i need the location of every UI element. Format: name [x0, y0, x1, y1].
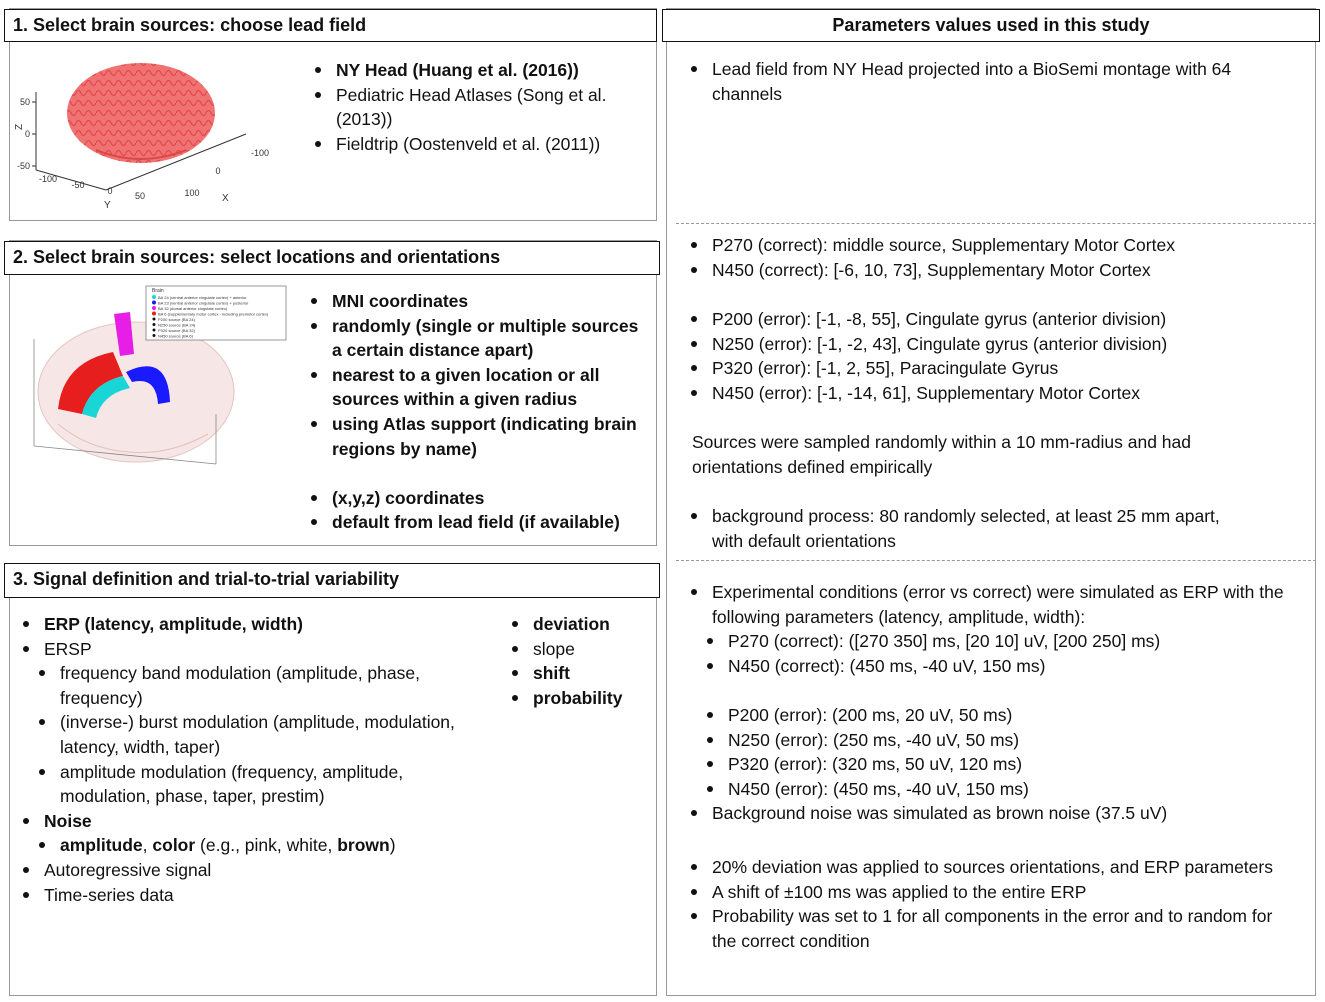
param-background-process: background process: 80 randomly selected, at least 25 mm apart, with default orientations	[686, 504, 1226, 553]
param-p200-error-source: P200 (error): [-1, -8, 55], Cingulate gyrus (anterior division)	[686, 307, 1306, 332]
legend-label-6: P320 source (BA 32)	[158, 328, 195, 333]
legend-title: Brain	[152, 288, 164, 294]
list-spacer	[306, 461, 651, 486]
separator-1	[676, 223, 1316, 224]
z-axis-label: Z	[14, 123, 25, 130]
legend-entry-1	[152, 301, 249, 306]
legend-label-4: P200 source (BA 24)	[158, 317, 195, 322]
brain-leadfield-plot	[16, 58, 286, 214]
leadfield-options-list	[310, 58, 640, 156]
location-option-mni: MNI coordinates	[306, 289, 651, 314]
param-n450-correct-source: N450 (correct): [-6, 10, 73], Supplementary Motor Cortex	[686, 258, 1296, 283]
x-tick-minus100: -100	[250, 148, 270, 158]
noise-examples: (e.g., pink, white,	[195, 835, 338, 856]
signal-erp: ERP (latency, amplitude, width)	[18, 612, 488, 637]
legend-entry-7	[153, 334, 194, 339]
noise-end: )	[389, 835, 396, 856]
legend-label-0: BA 24 (ventral anterior cingulate cortex) + anterior	[158, 295, 247, 300]
y-axis-label: Y	[104, 200, 111, 211]
param-p320-error-source: P320 (error): [-1, 2, 55], Paracingulate Gyrus	[686, 356, 1306, 381]
ersp-amplitude-modulation: amplitude modulation (frequency, amplitude, modulation, phase, taper, prestim)	[34, 760, 488, 809]
location-option-atlas: using Atlas support (indicating brain regions by name)	[306, 412, 651, 461]
params-leadfield-list	[686, 57, 1276, 106]
right-panel-box	[666, 8, 1316, 996]
param-n250-error-source: N250 (error): [-1, -2, 43], Cingulate gyrus (anterior division)	[686, 332, 1306, 357]
variability-list	[507, 612, 647, 710]
orientation-option-default: default from lead field (if available)	[306, 510, 651, 535]
panel3-header: 3. Signal definition and trial-to-trial variability	[4, 563, 660, 598]
param-background-noise: Background noise was simulated as brown noise (37.5 uV)	[686, 801, 1286, 826]
param-n450-error-erp: N450 (error): (450 ms, -40 uV, 150 ms)	[702, 777, 1286, 802]
y-tick-50: 50	[134, 191, 146, 201]
noise-brown: brown	[337, 835, 390, 856]
param-deviation: 20% deviation was applied to sources orientations, and ERP parameters	[686, 855, 1301, 880]
y-tick-minus50: -50	[71, 180, 85, 190]
variability-probability: probability	[507, 686, 647, 711]
param-shift: A shift of ±100 ms was applied to the entire ERP	[686, 880, 1301, 905]
signal-definition-list	[18, 612, 488, 907]
param-leadfield: Lead field from NY Head projected into a BioSemi montage with 64 channels	[686, 57, 1276, 106]
variability-shift: shift	[507, 661, 647, 686]
signal-autoregressive: Autoregressive signal	[18, 858, 488, 883]
legend-entry-2	[152, 306, 228, 311]
legend-label-7: N450 source (BA 6)	[158, 333, 193, 339]
panel1-header: 1. Select brain sources: choose lead field	[4, 9, 657, 42]
leadfield-option-pediatric: Pediatric Head Atlases (Song et al. (2013))	[310, 83, 640, 132]
z-tick-50: 50	[19, 97, 30, 107]
params-error-sources	[686, 307, 1306, 405]
legend-entry-3	[152, 312, 269, 317]
legend-label-5: N250 source (BA 24)	[158, 322, 196, 328]
leadfield-option-nyhead: NY Head (Huang et al. (2016))	[310, 58, 640, 83]
noise-sep: ,	[142, 835, 153, 856]
params-variability-list	[686, 855, 1301, 953]
param-experimental-conditions: Experimental conditions (error vs correct) were simulated as ERP with the following parameters (latency, amplitude, width):	[686, 580, 1286, 629]
location-options-list	[306, 289, 651, 535]
variability-deviation: deviation	[507, 612, 647, 637]
param-p270-correct-source: P270 (correct): middle source, Supplementary Motor Cortex	[686, 233, 1296, 258]
param-n450-error-source: N450 (error): [-1, -14, 61], Supplementary Motor Cortex	[686, 381, 1306, 406]
param-n450-correct-erp: N450 (correct): (450 ms, -40 uV, 150 ms)	[702, 654, 1286, 679]
legend-entry-6	[153, 328, 196, 333]
ersp-frequency-band: frequency band modulation (amplitude, phase, frequency)	[34, 661, 488, 710]
params-signal-list	[686, 580, 1286, 826]
param-p270-correct-erp: P270 (correct): ([270 350] ms, [20 10] uV, [200 250] ms)	[702, 629, 1286, 654]
source-locations-plot	[18, 284, 290, 474]
legend-entry-5	[153, 323, 196, 328]
legend-label-2: BA 32 (dorsal anterior cingulate cortex)	[158, 306, 228, 311]
location-option-random: randomly (single or multiple sources a certain distance apart)	[306, 314, 651, 363]
leadfield-option-fieldtrip: Fieldtrip (Oostenveld et al. (2011))	[310, 132, 640, 157]
x-tick-100: 100	[184, 188, 200, 198]
legend-entry-0	[152, 295, 247, 300]
param-p320-error-erp: P320 (error): (320 ms, 50 uV, 120 ms)	[702, 752, 1286, 777]
param-sampling-note: Sources were sampled randomly within a 10 mm-radius and had orientations defined empirically	[692, 432, 1191, 477]
noise-color: color	[152, 835, 196, 856]
legend-label-3: BA 6 (supplementary motor cortex - including premotor cortex)	[158, 311, 269, 317]
legend-entry-4	[153, 317, 196, 322]
noise-amplitude: amplitude	[60, 835, 143, 856]
signal-ersp: ERSP	[18, 637, 488, 662]
y-tick-minus100: -100	[38, 174, 58, 184]
param-p200-error-erp: P200 (error): (200 ms, 20 uV, 50 ms)	[702, 703, 1286, 728]
x-axis-label: X	[222, 193, 229, 204]
signal-timeseries: Time-series data	[18, 883, 488, 908]
x-tick-0: 0	[215, 166, 221, 176]
panel2-header: 2. Select brain sources: select locations and orientations	[4, 241, 660, 275]
signal-noise: Noise	[18, 809, 488, 834]
z-tick-minus50: -50	[16, 161, 30, 171]
ersp-burst: (inverse-) burst modulation (amplitude, modulation, latency, width, taper)	[34, 710, 488, 759]
param-probability: Probability was set to 1 for all components in the error and to random for the correct condition	[686, 904, 1301, 953]
y-tick-0: 0	[107, 186, 113, 196]
params-background-list	[686, 504, 1226, 553]
noise-parameters	[34, 833, 488, 858]
z-tick-0: 0	[24, 129, 30, 139]
params-correct-sources	[686, 233, 1296, 282]
variability-slope: slope	[507, 637, 647, 662]
legend-label-1: BA 23 (ventral anterior cingulate cortex) + posterior	[158, 300, 249, 306]
list-spacer	[686, 678, 1286, 703]
location-option-nearest: nearest to a given location or all sources within a given radius	[306, 363, 651, 412]
right-header: Parameters values used in this study	[662, 9, 1320, 42]
orientation-option-xyz: (x,y,z) coordinates	[306, 486, 651, 511]
separator-2	[676, 560, 1316, 561]
param-n250-error-erp: N250 (error): (250 ms, -40 uV, 50 ms)	[702, 728, 1286, 753]
